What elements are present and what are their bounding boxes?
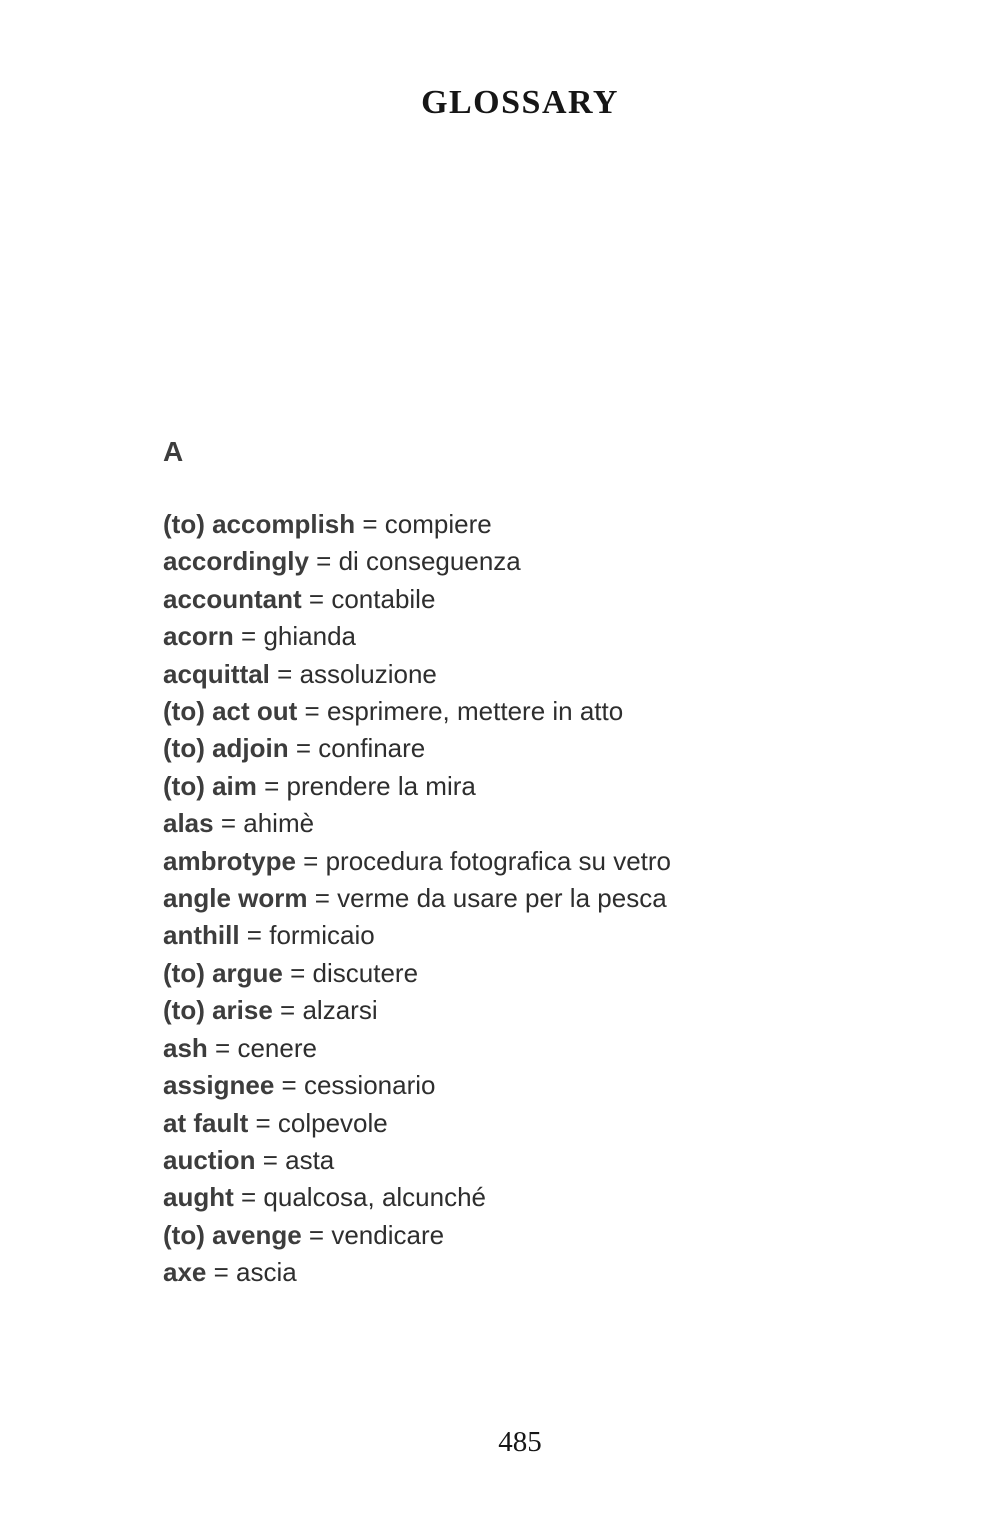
entry-term: ash [163, 1032, 208, 1063]
glossary-entry [163, 1179, 877, 1216]
entry-term: ambrotype [163, 845, 296, 876]
entry-translation: cessionario [303, 1070, 436, 1101]
entry-translation: colpevole [277, 1107, 388, 1138]
entry-term: aught [163, 1182, 234, 1213]
entry-translation: procedura fotografica su vetro [325, 845, 671, 876]
entry-term: angle worm [163, 883, 308, 914]
entry-translation: verme da usare per la pesca [337, 883, 667, 914]
entry-term: assignee [163, 1070, 275, 1101]
equals-separator: = [215, 1032, 231, 1063]
entry-term: anthill [163, 920, 240, 951]
glossary-entry [163, 992, 877, 1029]
equals-separator: = [308, 583, 325, 614]
entry-translation: discutere [312, 957, 419, 988]
entry-term: (to) avenge [163, 1219, 302, 1250]
glossary-entry [163, 656, 877, 693]
equals-separator: = [255, 1107, 271, 1138]
equals-separator: = [264, 770, 280, 801]
entry-term: (to) aim [163, 770, 257, 801]
entry-translation: asta [285, 1144, 335, 1175]
glossary-entry [163, 1067, 877, 1104]
equals-separator: = [304, 696, 320, 727]
equals-separator: = [362, 509, 378, 539]
glossary-entry [163, 693, 877, 730]
glossary-entries [163, 506, 877, 1292]
equals-separator: = [246, 920, 262, 951]
glossary-entry [163, 880, 877, 917]
equals-separator: = [308, 1219, 325, 1250]
entry-translation: compiere [384, 509, 492, 539]
entry-translation: di conseguenza [338, 546, 521, 577]
entry-term: (to) arise [163, 995, 273, 1026]
entry-translation: ascia [236, 1257, 297, 1288]
equals-separator: = [241, 1182, 257, 1213]
type-area [163, 0, 877, 1513]
entry-translation: vendicare [331, 1219, 445, 1250]
page-title: GLOSSARY [421, 84, 619, 121]
entry-translation: contabile [331, 583, 436, 614]
entry-translation: ghianda [263, 621, 357, 652]
equals-separator: = [213, 1257, 229, 1288]
glossary-entry [163, 543, 877, 580]
entry-term: axe [163, 1257, 207, 1288]
equals-separator: = [277, 658, 293, 689]
glossary-entry [163, 1142, 877, 1179]
section-letter: A [163, 436, 184, 467]
equals-separator: = [316, 546, 332, 577]
equals-separator: = [314, 883, 330, 914]
entry-term: accordingly [163, 546, 309, 577]
entry-translation: assoluzione [299, 658, 437, 689]
entry-term: at fault [163, 1107, 249, 1138]
entry-term: accountant [163, 583, 302, 614]
entry-term: (to) act out [163, 696, 298, 727]
entry-translation: qualcosa, alcunché [263, 1182, 487, 1213]
entry-translation: esprimere, mettere in atto [326, 696, 624, 727]
glossary-entry [163, 506, 877, 543]
equals-separator: = [281, 1070, 297, 1101]
entry-translation: ahimè [243, 808, 315, 839]
glossary-entry [163, 581, 877, 618]
entry-term: alas [163, 808, 214, 839]
entry-translation: alzarsi [302, 995, 378, 1026]
glossary-entry [163, 843, 877, 880]
glossary-entry [163, 618, 877, 655]
entry-translation: confinare [318, 733, 426, 764]
glossary-entry [163, 955, 877, 992]
entry-term: auction [163, 1144, 256, 1175]
glossary-entry [163, 1030, 877, 1067]
entry-term: acquittal [163, 658, 270, 689]
glossary-entry [163, 1105, 877, 1142]
entry-term: (to) adjoin [163, 733, 289, 764]
glossary-entry [163, 768, 877, 805]
entry-term: acorn [163, 621, 234, 652]
glossary-entry [163, 730, 877, 767]
entry-term: (to) argue [163, 957, 283, 988]
equals-separator: = [295, 733, 312, 764]
equals-separator: = [290, 957, 306, 988]
equals-separator: = [303, 845, 319, 876]
entry-translation: prendere la mira [286, 770, 476, 801]
glossary-entry [163, 1254, 877, 1291]
glossary-entry [163, 805, 877, 842]
equals-separator: = [220, 808, 237, 839]
entry-translation: formicaio [269, 920, 375, 951]
glossary-entry [163, 917, 877, 954]
entry-term: (to) accomplish [163, 509, 356, 539]
entry-translation: cenere [237, 1032, 317, 1063]
page-number: 485 [498, 1426, 542, 1458]
equals-separator: = [280, 995, 296, 1026]
glossary-entry [163, 1217, 877, 1254]
equals-separator: = [262, 1144, 278, 1175]
equals-separator: = [241, 621, 257, 652]
